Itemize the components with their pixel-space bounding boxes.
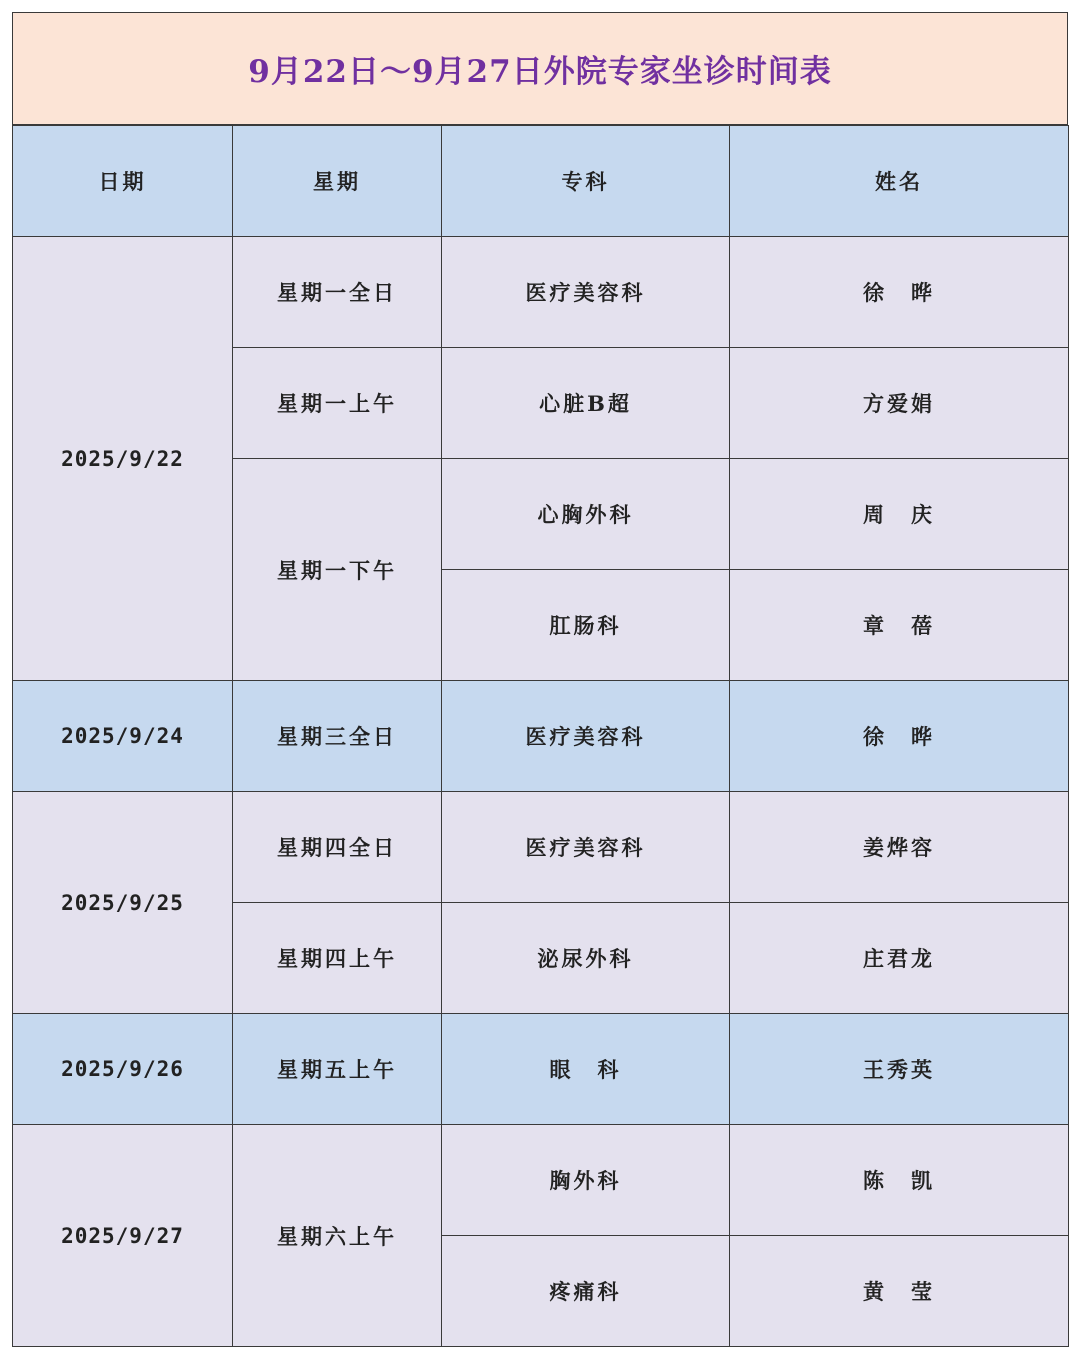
name-cell: 陈 凯 (730, 1125, 1069, 1236)
weekday-cell: 星期六上午 (233, 1125, 442, 1347)
schedule-table (12, 125, 1069, 1347)
table-row (13, 792, 1069, 903)
table-row (13, 237, 1069, 348)
table-row (13, 681, 1069, 792)
weekday-cell: 星期四上午 (233, 903, 442, 1014)
dept-cell: 疼痛科 (442, 1236, 730, 1347)
schedule-sheet (12, 12, 1068, 1347)
table-row (13, 1014, 1069, 1125)
dept-cell: 胸外科 (442, 1125, 730, 1236)
dept-cell: 医疗美容科 (442, 237, 730, 348)
dept-cell: 心脏B超 (442, 348, 730, 459)
weekday-cell: 星期一上午 (233, 348, 442, 459)
name-cell: 章 蓓 (730, 570, 1069, 681)
weekday-cell: 星期三全日 (233, 681, 442, 792)
name-cell: 庄君龙 (730, 903, 1069, 1014)
name-cell: 黄 莹 (730, 1236, 1069, 1347)
date-cell: 2025/9/27 (13, 1125, 233, 1347)
dept-cell: 医疗美容科 (442, 681, 730, 792)
date-cell: 2025/9/24 (13, 681, 233, 792)
date-cell: 2025/9/25 (13, 792, 233, 1014)
name-cell: 徐 晔 (730, 237, 1069, 348)
table-row (13, 1125, 1069, 1236)
header-name: 姓名 (730, 126, 1069, 237)
weekday-cell: 星期一全日 (233, 237, 442, 348)
dept-cell: 泌尿外科 (442, 903, 730, 1014)
header-weekday: 星期 (233, 126, 442, 237)
dept-cell: 肛肠科 (442, 570, 730, 681)
date-cell: 2025/9/26 (13, 1014, 233, 1125)
name-cell: 姜烨容 (730, 792, 1069, 903)
title-bar (12, 12, 1068, 125)
header-row (13, 126, 1069, 237)
weekday-cell: 星期一下午 (233, 459, 442, 681)
name-cell: 王秀英 (730, 1014, 1069, 1125)
dept-cell: 眼 科 (442, 1014, 730, 1125)
name-cell: 方爱娟 (730, 348, 1069, 459)
date-cell: 2025/9/22 (13, 237, 233, 681)
weekday-cell: 星期四全日 (233, 792, 442, 903)
weekday-cell: 星期五上午 (233, 1014, 442, 1125)
dept-cell: 医疗美容科 (442, 792, 730, 903)
name-cell: 周 庆 (730, 459, 1069, 570)
dept-cell: 心胸外科 (442, 459, 730, 570)
page-title: 9月22日～9月27日外院专家坐诊时间表 (248, 54, 832, 90)
header-date: 日期 (13, 126, 233, 237)
header-dept: 专科 (442, 126, 730, 237)
name-cell: 徐 晔 (730, 681, 1069, 792)
